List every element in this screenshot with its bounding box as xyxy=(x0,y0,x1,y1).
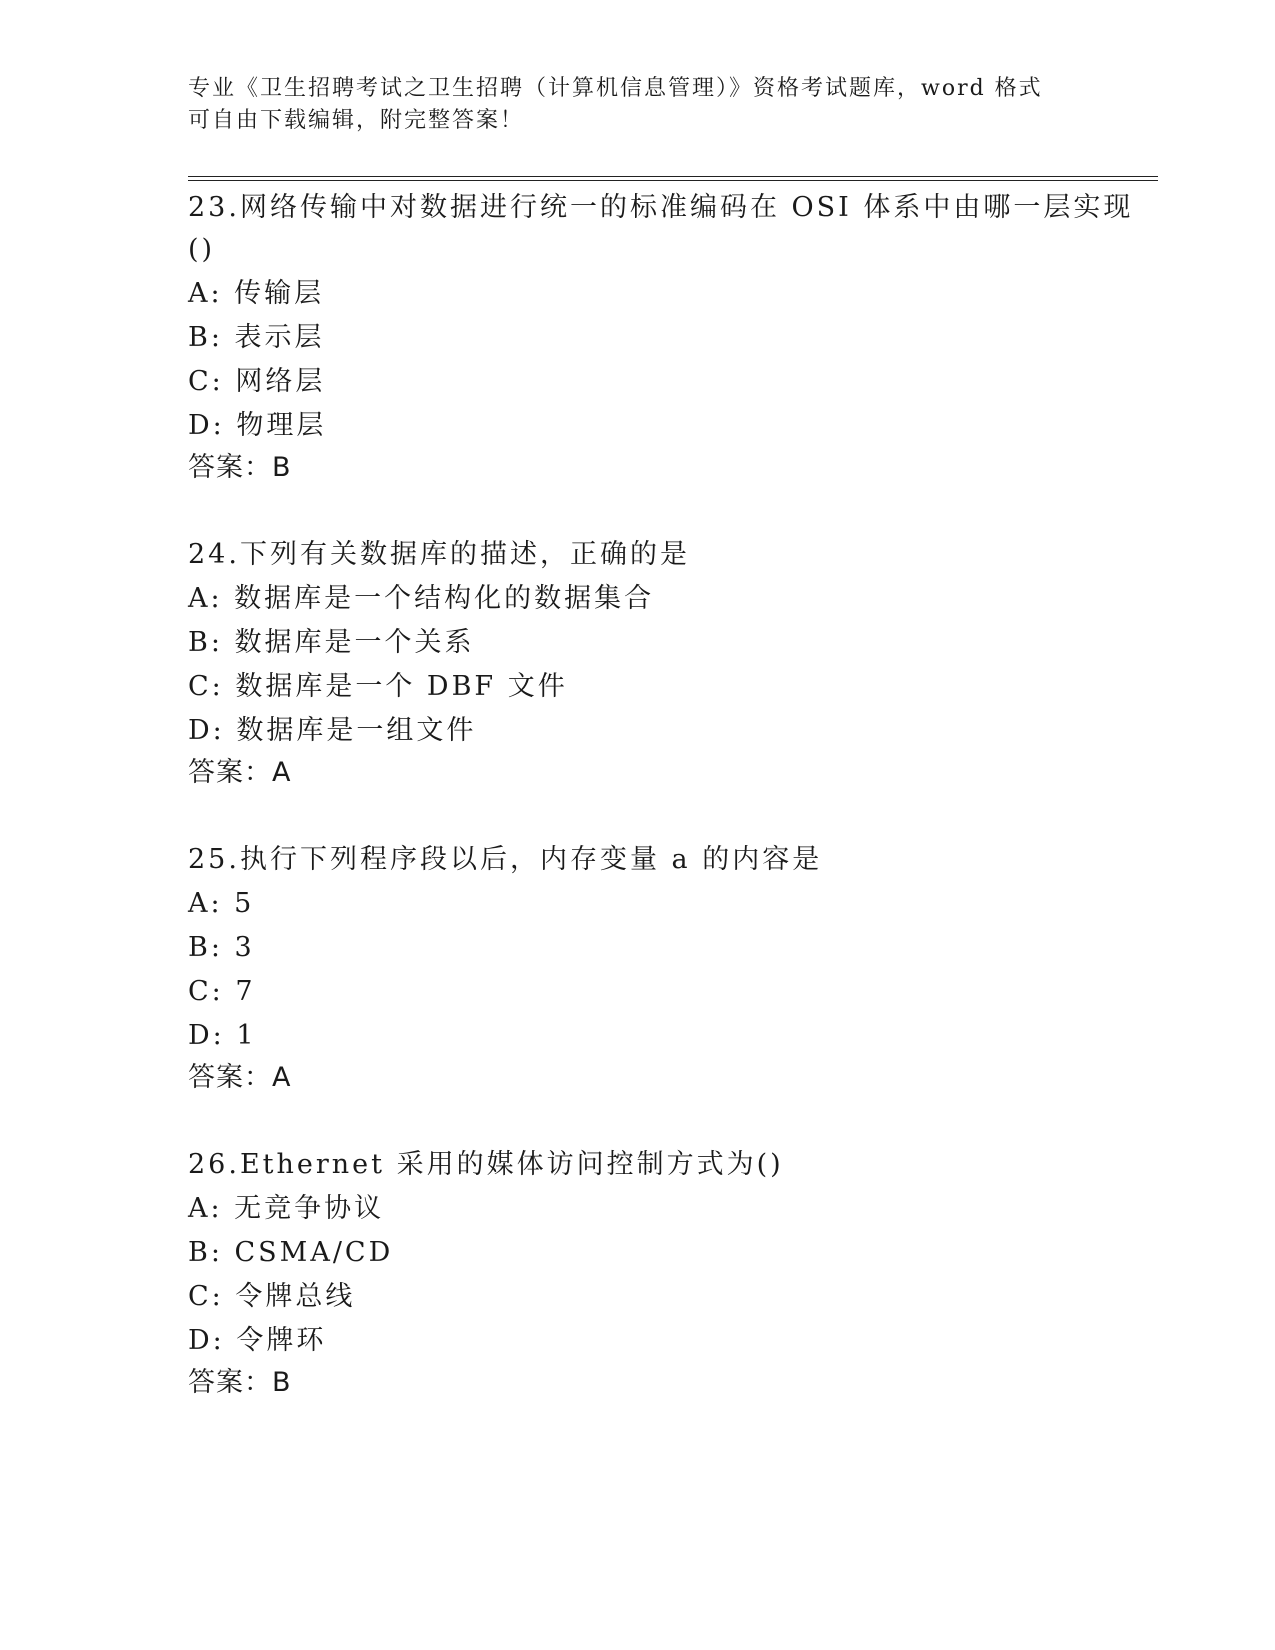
option-b: B: 3 xyxy=(188,932,255,963)
question-stem: 26.Ethernet 采用的媒体访问控制方式为() xyxy=(188,1149,784,1180)
option-d: D: 1 xyxy=(188,1020,257,1051)
option-c: C: 令牌总线 xyxy=(188,1281,356,1312)
header-divider-bottom xyxy=(188,180,1158,181)
header-divider-top xyxy=(188,176,1158,177)
option-a: A: 无竞争协议 xyxy=(188,1193,385,1224)
option-a: A: 数据库是一个结构化的数据集合 xyxy=(188,583,655,614)
document-header-line-1: 专业《卫生招聘考试之卫生招聘（计算机信息管理）》资格考试题库，word 格式 xyxy=(188,76,1043,101)
question-stem: 24.下列有关数据库的描述，正确的是 xyxy=(188,539,690,570)
option-c: C: 数据库是一个 DBF 文件 xyxy=(188,671,568,702)
option-d: D: 物理层 xyxy=(188,410,327,441)
question-stem: 25.执行下列程序段以后，内存变量 a 的内容是 xyxy=(188,844,823,875)
option-a: A: 5 xyxy=(188,888,255,919)
answer-label: 答案：A xyxy=(188,757,292,788)
option-b: B: CSMA/CD xyxy=(188,1237,394,1268)
answer-label: 答案：B xyxy=(188,1367,292,1398)
option-c: C: 网络层 xyxy=(188,366,326,397)
document-header-line-2: 可自由下载编辑，附完整答案！ xyxy=(188,108,525,133)
option-a: A: 传输层 xyxy=(188,278,325,309)
option-b: B: 表示层 xyxy=(188,322,325,353)
option-d: D: 令牌环 xyxy=(188,1325,327,1356)
question-stem-continued: () xyxy=(188,234,216,265)
option-c: C: 7 xyxy=(188,976,256,1007)
answer-label: 答案：A xyxy=(188,1062,292,1093)
question-stem: 23.网络传输中对数据进行统一的标准编码在 OSI 体系中由哪一层实现 xyxy=(188,192,1134,223)
option-d: D: 数据库是一组文件 xyxy=(188,715,477,746)
answer-label: 答案：B xyxy=(188,452,292,483)
option-b: B: 数据库是一个关系 xyxy=(188,627,475,658)
